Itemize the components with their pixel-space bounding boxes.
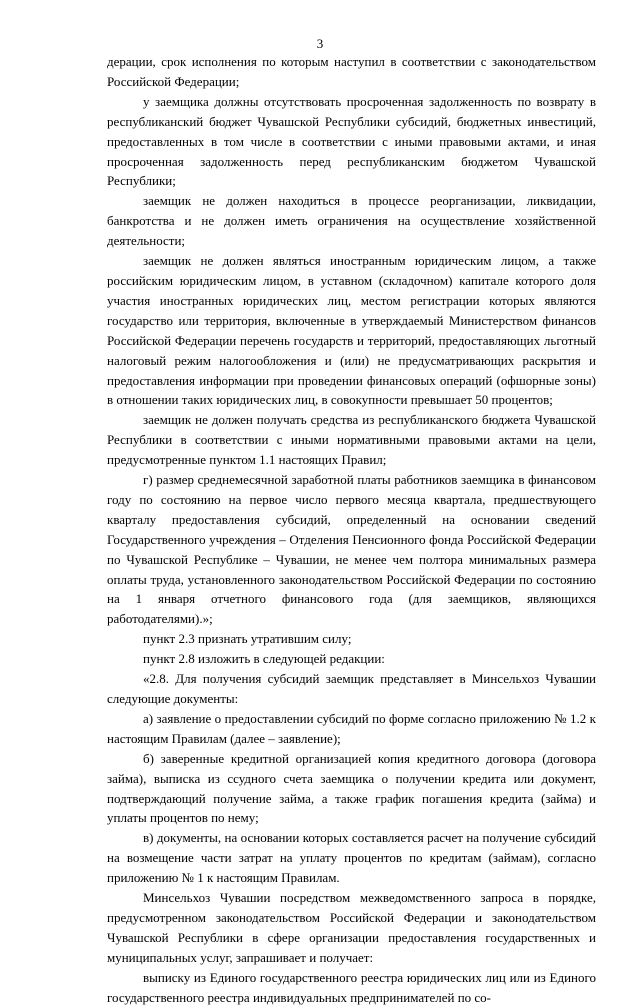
- page-number: 3: [316, 36, 324, 51]
- paragraph-item-v: в) документы, на основании которых составляется расчет на получение субсидий на возмещение части затрат на уплату процентов по кредитам (займам), согласно приложению № 1 к настоящим Правилам.: [107, 830, 596, 886]
- paragraph-interagency-request: Минсельхоз Чувашии посредством межведомственного запроса в порядке, предусмотренном законодательством Российской Федерации и законодательством Чувашской Республики в сфере организации предоставления государственных и муниципальных услуг, запрашивает и получает:: [107, 890, 596, 965]
- paragraph-item-b: б) заверенные кредитной организацией копия кредитного договора (договора займа), выписка из ссудного счета заемщика о получении кредита или документ, подтверждающий получение займа, а также график погашения кредита (займа) и уплаты процентов по нему;: [107, 750, 596, 826]
- paragraph-no-other-funds: заемщик не должен получать средства из республиканского бюджета Чувашской Республики в соответствии с иными нормативными правовыми актами на цели, предусмотренные пунктом 1.1 настоящих Правил;: [107, 412, 596, 468]
- paragraph-2-8-intro: «2.8. Для получения субсидий заемщик представляет в Минсельхоз Чувашии следующие документы:: [107, 671, 596, 706]
- paragraph-registry-extract: выписку из Единого государственного реестра юридических лиц или из Единого государственного реестра индивидуальных предпринимателей по со-: [107, 969, 596, 1005]
- paragraph-item-a: а) заявление о предоставлении субсидий по форме согласно приложению № 1.2 к настоящим Правилам (далее – заявление);: [107, 710, 596, 746]
- paragraph-continuation: дерации, срок исполнения по которым наступил в соответствии с законодательством Российской Федерации;: [107, 54, 596, 89]
- paragraph-no-overdue-debt: у заемщика должны отсутствовать просроченная задолженность по возврату в республиканский бюджет Чувашской Республики субсидий, бюджетных инвестиций, предоставленных в том числе в соответствии с иными правовыми актами, и иная просроченная задолженность перед республиканским бюджетом Чувашской Республики;: [107, 93, 596, 189]
- document-body: [107, 52, 596, 1008]
- paragraph-no-reorganization: заемщик не должен находиться в процессе реорганизации, ликвидации, банкротства и не должен иметь ограничения на осуществление хозяйственной деятельности;: [107, 193, 596, 249]
- paragraph-no-foreign-entity: заемщик не должен являться иностранным юридическим лицом, а также российским юридическим лицом, в уставном (складочном) капитале которого доля участия иностранных юридических лиц, местом регистрации которых являются государство или территория, включенные в утверждаемый Министерством финансов Российской Федерации перечень государств и территорий, предоставляющих льготный налоговый режим налогообложения и (или) не предусматривающих раскрытия и предоставления информации при проведении финансовых операций (офшорные зоны) в отношении таких юридических лиц, в совокупности превышает 50 процентов;: [107, 253, 596, 408]
- paragraph-point-2-3: пункт 2.3 признать утратившим силу;: [143, 631, 352, 647]
- paragraph-item-g-salary: г) размер среднемесячной заработной платы работников заемщика в финансовом году по состоянию на первое число первого месяца квартала, предшествующего кварталу предоставления субсидий, определенный на основании сведений Государственного учреждения – Отделения Пенсионного фонда Российской Федерации по Чувашской Республике – Чувашии, не менее чем полтора минимальных размера оплаты труда, установленного законодательством Российской Федерации по состоянию на 1 января отчетного финансового года (для заемщиков, являющихся работодателями).»;: [107, 472, 596, 627]
- paragraph-point-2-8: пункт 2.8 изложить в следующей редакции:: [143, 651, 385, 667]
